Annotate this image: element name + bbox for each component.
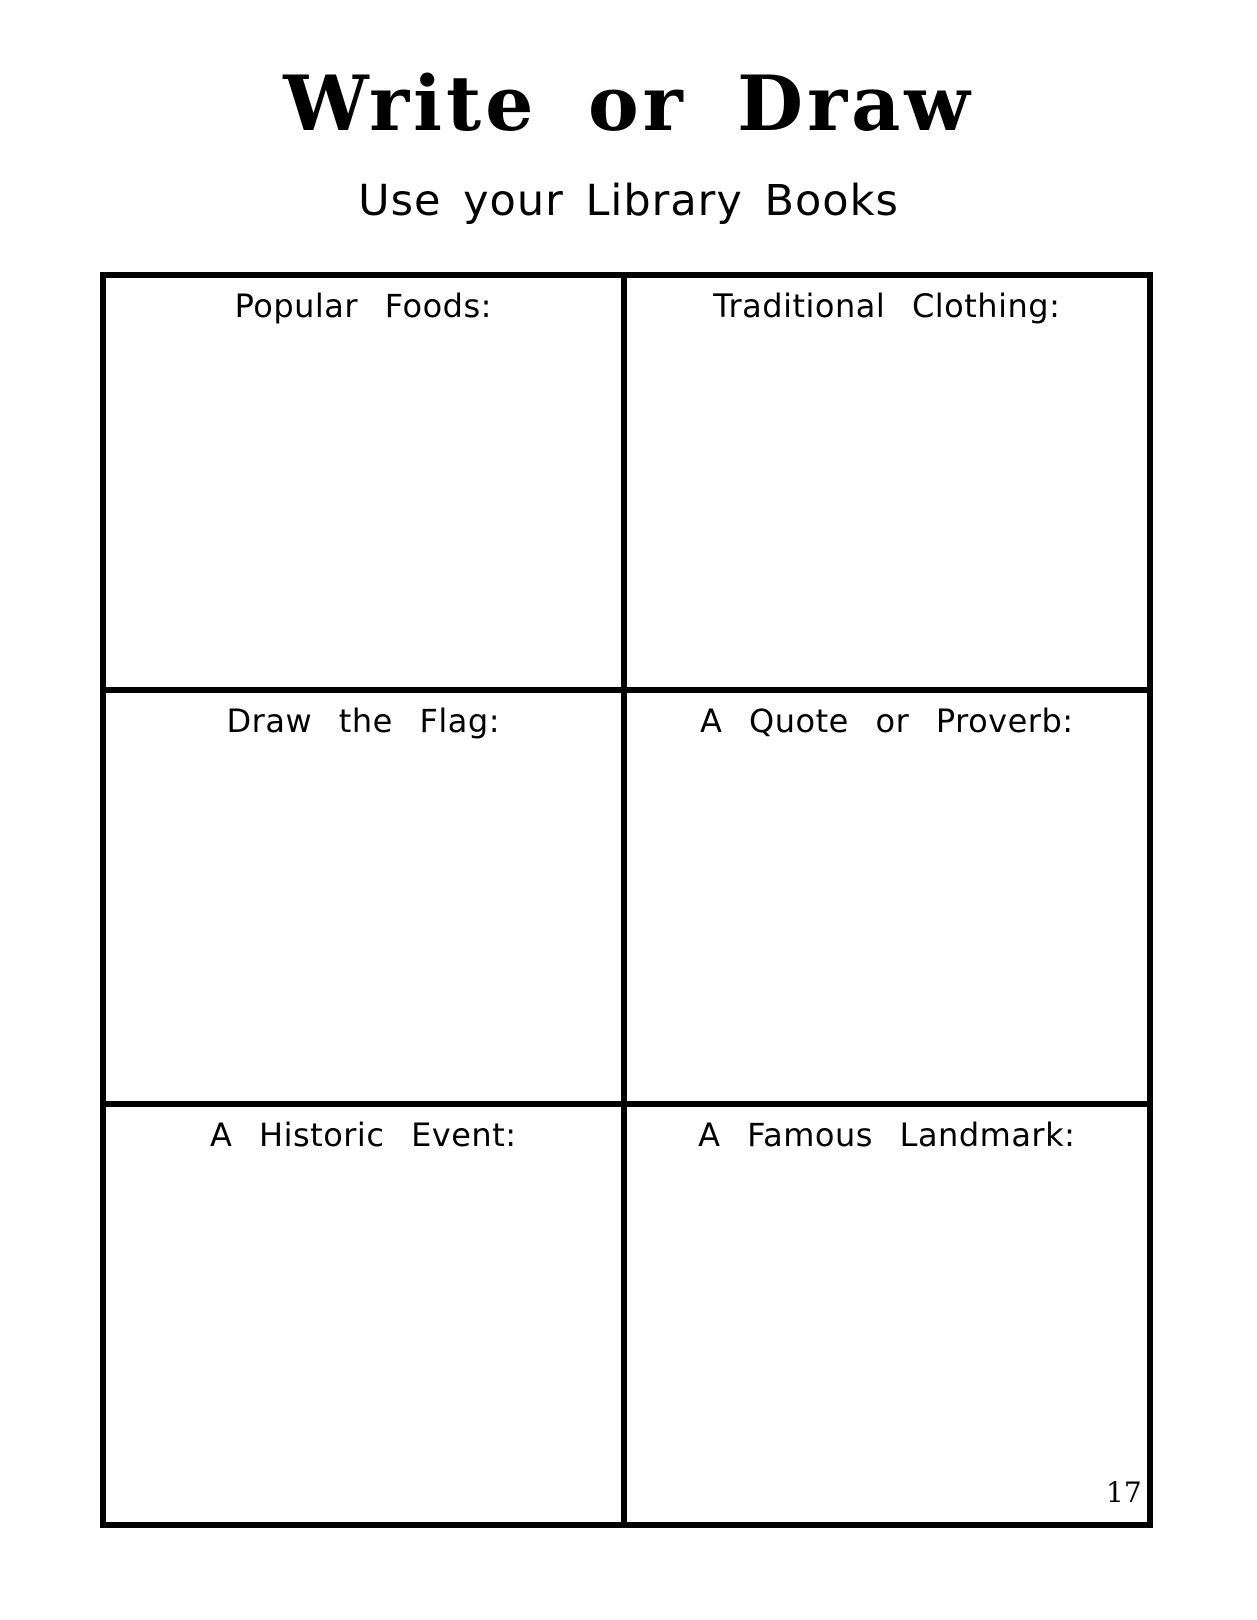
cell-label-famous-landmark: A Famous Landmark:	[698, 1116, 1076, 1155]
cell-label-traditional-clothing: Traditional Clothing:	[713, 287, 1061, 325]
cell-quote-or-proverb	[627, 693, 1148, 1108]
cell-popular-foods	[106, 278, 627, 693]
page-subtitle: Use your Library Books	[358, 176, 899, 226]
cell-historic-event	[106, 1107, 627, 1522]
write-draw-area-famous-landmark	[627, 1154, 1148, 1522]
cell-label-popular-foods: Popular Foods:	[234, 287, 492, 325]
cell-label-quote-or-proverb: A Quote or Proverb:	[699, 701, 1074, 740]
cell-label-draw-the-flag: Draw the Flag:	[226, 701, 500, 740]
write-draw-area-traditional-clothing	[627, 325, 1148, 687]
write-draw-area-quote-or-proverb	[627, 739, 1148, 1101]
write-draw-area-historic-event	[106, 1154, 621, 1522]
write-draw-area-draw-the-flag	[106, 739, 621, 1101]
page-number: 17	[1106, 1476, 1142, 1509]
write-or-draw-table	[100, 272, 1153, 1528]
cell-famous-landmark	[627, 1107, 1148, 1522]
page-title: Write or Draw	[283, 59, 974, 148]
cell-label-historic-event: A Historic Event:	[209, 1116, 517, 1155]
cell-draw-the-flag	[106, 693, 627, 1108]
write-draw-area-popular-foods	[106, 325, 621, 687]
cell-traditional-clothing	[627, 278, 1148, 693]
